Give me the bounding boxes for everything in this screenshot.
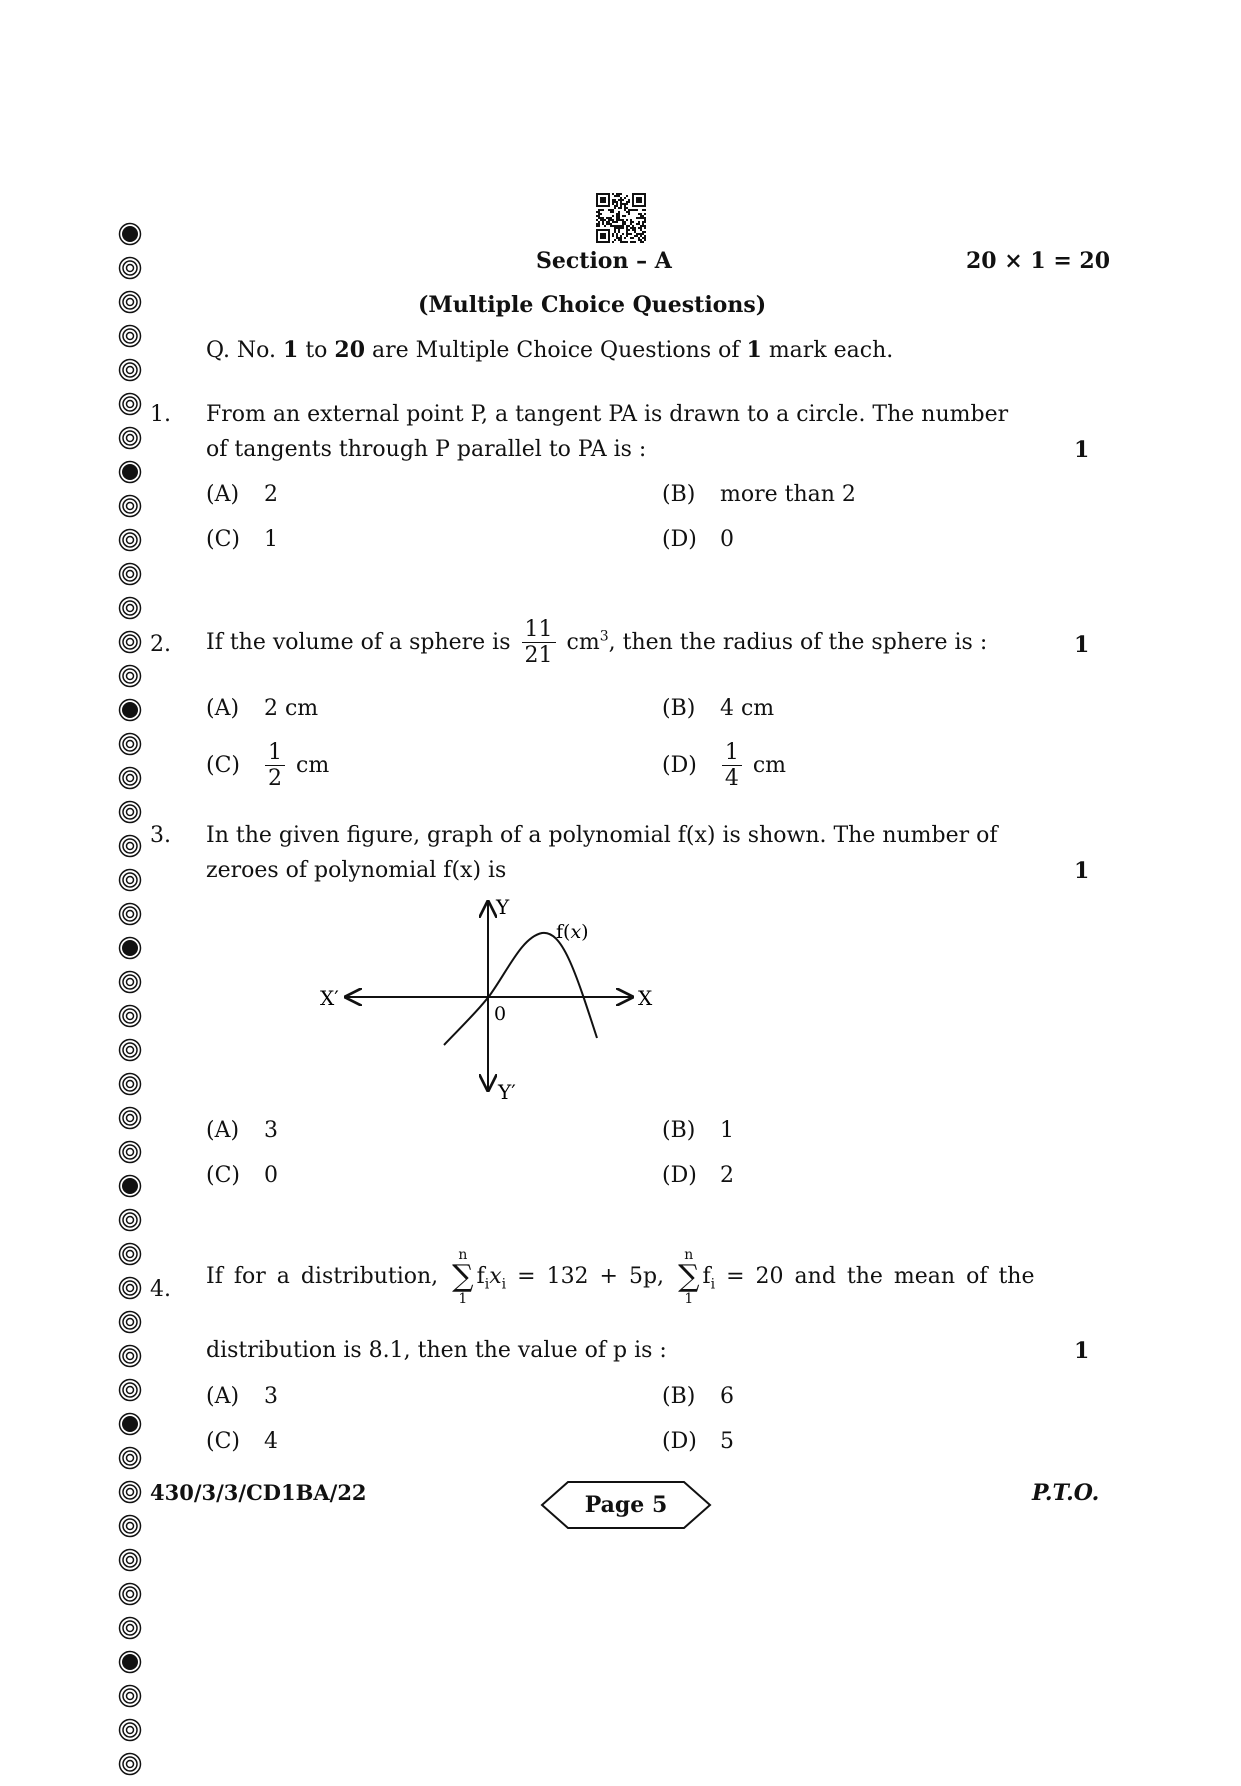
polynomial-curve: [444, 933, 597, 1045]
option-d: (D) 0: [662, 527, 734, 552]
y-axis-label: Y: [496, 895, 510, 919]
question-marks: 1: [1074, 858, 1090, 884]
margin-bubble-rail: [118, 222, 142, 1786]
qr-code: [596, 193, 646, 243]
origin-label: 0: [494, 1003, 507, 1025]
curve-label: f(x): [556, 921, 589, 943]
question-number: 4.: [150, 1277, 171, 1302]
bubble-mark: [118, 426, 142, 450]
filled-bubble-mark: [118, 1650, 142, 1674]
option-c: (C) 4: [206, 1429, 278, 1454]
bubble-mark: [118, 1038, 142, 1062]
question-text: of tangents through P parallel to PA is :: [206, 437, 647, 462]
question-text: distribution is 8.1, then the value of p is :: [206, 1338, 667, 1363]
y-neg-axis-label: Y′: [498, 1080, 516, 1104]
bubble-mark: [118, 1310, 142, 1334]
option-a: (A) 2: [206, 482, 278, 507]
summation-symbol: n ∑ 1: [452, 1247, 474, 1307]
bubble-mark: [118, 1242, 142, 1266]
question-text: If the volume of a sphere is $\frac{11}{21}$ $cm^3$, then the radius of the sphere is :: [206, 617, 988, 669]
bubble-mark: [118, 732, 142, 756]
filled-bubble-mark: [118, 1174, 142, 1198]
option-c: (C) $\frac{1}{2}$ cm: [206, 740, 330, 792]
x-axis-label: X: [638, 986, 653, 1010]
question-number: 1.: [150, 402, 171, 427]
bubble-mark: [118, 1106, 142, 1130]
bubble-mark: [118, 902, 142, 926]
summation-symbol: n ∑ 1: [678, 1247, 700, 1307]
bubble-mark: [118, 256, 142, 280]
bubble-mark: [118, 1684, 142, 1708]
bubble-mark: [118, 358, 142, 382]
question-marks: 1: [1074, 437, 1090, 463]
question-marks: 1: [1074, 632, 1090, 658]
option-a: (A) 3: [206, 1384, 278, 1409]
option-b: (B) more than 2: [662, 482, 856, 507]
filled-bubble-mark: [118, 1412, 142, 1436]
polynomial-graph: [310, 890, 680, 1110]
pto-label: P.T.O.: [1032, 1480, 1100, 1506]
option-b: (B) 6: [662, 1384, 734, 1409]
question-number: 2.: [150, 632, 171, 657]
bubble-mark: [118, 1378, 142, 1402]
bubble-mark: [118, 1718, 142, 1742]
paper-code: 430/3/3/CD1BA/22: [150, 1480, 367, 1505]
bubble-mark: [118, 494, 142, 518]
volume-fraction: $\frac{11}{21}$: [522, 617, 556, 669]
bubble-mark: [118, 1514, 142, 1538]
bubble-mark: [118, 834, 142, 858]
option-a: (A) 2 cm: [206, 696, 319, 721]
bubble-mark: [118, 766, 142, 790]
option-d: (D) $\frac{1}{4}$ cm: [662, 740, 786, 792]
section-subtitle: (Multiple Choice Questions): [418, 292, 767, 318]
bubble-mark: [118, 1004, 142, 1028]
option-b: (B) 1: [662, 1118, 734, 1143]
bubble-mark: [118, 562, 142, 586]
bubble-mark: [118, 290, 142, 314]
option-c: (C) 1: [206, 527, 278, 552]
question-marks: 1: [1074, 1338, 1090, 1364]
option-a: (A) 3: [206, 1118, 278, 1143]
bubble-mark: [118, 1548, 142, 1572]
question-number: 3.: [150, 823, 171, 848]
bubble-mark: [118, 1344, 142, 1368]
bubble-mark: [118, 528, 142, 552]
x-neg-axis-label: X′: [320, 986, 339, 1010]
filled-bubble-mark: [118, 222, 142, 246]
bubble-mark: [118, 1140, 142, 1164]
page-number-badge: [540, 1480, 712, 1530]
bubble-mark: [118, 324, 142, 348]
option-d: (D) 5: [662, 1429, 734, 1454]
question-text: zeroes of polynomial f(x) is: [206, 858, 507, 883]
filled-bubble-mark: [118, 460, 142, 484]
section-title: Section – A: [536, 248, 672, 274]
bubble-mark: [118, 1208, 142, 1232]
question-text: In the given figure, graph of a polynomial f(x) is shown. The number of: [206, 823, 998, 848]
bubble-mark: [118, 1582, 142, 1606]
page-number: Page 5: [584, 1492, 668, 1518]
option-b: (B) 4 cm: [662, 696, 775, 721]
bubble-mark: [118, 1480, 142, 1504]
filled-bubble-mark: [118, 698, 142, 722]
bubble-mark: [118, 800, 142, 824]
bubble-mark: [118, 970, 142, 994]
bubble-mark: [118, 664, 142, 688]
bubble-mark: [118, 1446, 142, 1470]
question-text: From an external point P, a tangent PA is drawn to a circle. The number: [206, 402, 1009, 427]
filled-bubble-mark: [118, 936, 142, 960]
bubble-mark: [118, 392, 142, 416]
option-c: (C) 0: [206, 1163, 278, 1188]
section-instruction: Q. No. 1 to 20 are Multiple Choice Questions of 1 mark each.: [206, 337, 894, 363]
bubble-mark: [118, 1276, 142, 1300]
option-d: (D) 2: [662, 1163, 734, 1188]
bubble-mark: [118, 1072, 142, 1096]
bubble-mark: [118, 1616, 142, 1640]
bubble-mark: [118, 596, 142, 620]
bubble-mark: [118, 868, 142, 892]
section-marks: 20 × 1 = 20: [966, 248, 1111, 274]
bubble-mark: [118, 1752, 142, 1776]
bubble-mark: [118, 630, 142, 654]
question-text: If for a distribution, n ∑ 1 $f_ix_i = 132 + 5p$, n ∑ 1 $f_i = 20$ and the mean of the: [206, 1247, 1035, 1307]
